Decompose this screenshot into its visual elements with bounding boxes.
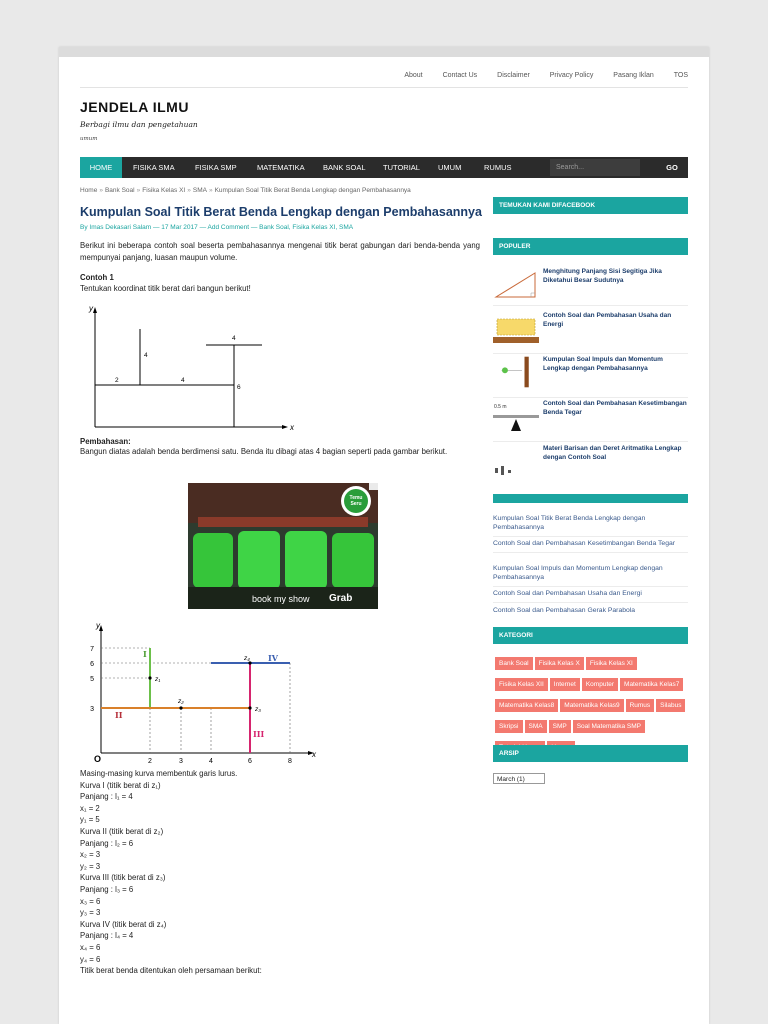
fig2-curve-III: III — [253, 729, 265, 739]
popular-item[interactable] — [493, 267, 688, 306]
top-link-contact[interactable]: Contact Us — [442, 72, 478, 79]
fig1-y-axis-label: y — [89, 305, 93, 313]
nav-fisika-smp[interactable]: FISIKA SMP — [195, 163, 237, 172]
archive-select[interactable]: March (1) — [493, 773, 545, 784]
fig2-ytick-3: 3 — [90, 706, 94, 713]
popular-item-title[interactable]: Materi Barisan dan Deret Aritmatika Lengkap dengan Contoh Soal — [543, 445, 682, 461]
sidebar-recent-heading — [493, 494, 688, 503]
search-input[interactable]: Search... — [550, 159, 640, 176]
fig2-ytick-6: 6 — [90, 661, 94, 668]
category-tags — [495, 652, 690, 757]
popular-item[interactable] — [493, 311, 688, 354]
fig1-label-4: 4 — [181, 377, 185, 384]
recent-post-link[interactable]: Contoh Soal dan Pembahasan Kesetimbangan Benda Tegar — [493, 539, 688, 553]
popular-item[interactable] — [493, 355, 688, 398]
contoh-heading: Contoh 1 — [80, 273, 114, 282]
tag-skripsi[interactable]: Skripsi — [495, 720, 523, 733]
triangle-thumb-icon — [493, 267, 539, 301]
sidebar-arsip-heading: ARSIP — [493, 745, 688, 762]
tag-rumus[interactable]: Rumus — [626, 699, 655, 712]
tag-fisika-xi[interactable]: Fisika Kelas XI — [586, 657, 637, 670]
page-container — [59, 47, 709, 1024]
solution-line: y₂ = 3 — [80, 861, 101, 871]
top-link-disclaimer[interactable]: Disclaimer — [497, 72, 530, 79]
fig1-x-axis-label: x — [290, 423, 294, 432]
nav-bank-soal[interactable]: BANK SOAL — [323, 163, 366, 172]
top-link-about[interactable]: About — [404, 72, 423, 79]
solution-line: Kurva II (titik berat di z₂) — [80, 826, 164, 836]
fig1-label-1: 4 — [232, 335, 236, 342]
solution-line: Panjang : l₁ = 4 — [80, 792, 133, 802]
advertisement[interactable] — [188, 483, 378, 609]
tag-soal-matematika-smp[interactable]: Soal Matematika SMP — [573, 720, 645, 733]
popular-item-title[interactable]: Kumpulan Soal Impuls dan Momentum Lengkap dengan Pembahasannya — [543, 356, 663, 372]
solution-line: Panjang : l₂ = 6 — [80, 838, 134, 848]
fig2-point-z1: z₁ — [155, 676, 161, 683]
fig2-curve-IV: IV — [268, 653, 278, 663]
post-title: Kumpulan Soal Titik Berat Benda Lengkap dengan Pembahasannya — [80, 205, 482, 219]
recent-post-link[interactable]: Kumpulan Soal Titik Berat Benda Lengkap dengan Pembahasannya — [493, 514, 688, 537]
nav-matematika[interactable]: MATEMATIKA — [257, 163, 305, 172]
solution-line: y₃ = 3 — [80, 908, 101, 918]
solution-lines — [80, 768, 262, 977]
balance-thumb-icon — [493, 399, 539, 433]
crumb-sma[interactable]: SMA — [192, 187, 207, 194]
fig1-label-2: 4 — [144, 352, 148, 359]
tag-smp[interactable]: SMP — [549, 720, 571, 733]
popular-item-title[interactable]: Menghitung Panjang Sisi Segitiga Jika Diketahui Besar Sudutnya — [543, 268, 662, 284]
fig2-point-z2: z₂ — [178, 698, 184, 705]
crumb-fisika[interactable]: Fisika Kelas XI — [142, 187, 186, 194]
pembahasan-label: Pembahasan: — [80, 437, 131, 446]
top-link-tos[interactable]: TOS — [673, 72, 688, 79]
fig2-xtick-4: 4 — [209, 758, 213, 765]
popular-item-title[interactable]: Contoh Soal dan Pembahasan Kesetimbangan Benda Tegar — [543, 400, 687, 416]
fig2-origin-label: O — [94, 754, 102, 764]
ad-brand-bookmyshow: book my show — [252, 594, 310, 604]
fig2-xtick-2: 2 — [148, 758, 152, 765]
tag-silabus[interactable]: Silabus — [656, 699, 685, 712]
fig2-point-z3: z₃ — [255, 706, 261, 713]
solution-line: Kurva I (titik berat di z₁) — [80, 780, 161, 790]
recent-post-link[interactable]: Contoh Soal dan Pembahasan Usaha dan Energi — [493, 589, 688, 603]
solution-line: x₃ = 6 — [80, 896, 101, 906]
tag-bank-soal[interactable]: Bank Soal — [495, 657, 533, 670]
tag-fisika-xii[interactable]: Fisika Kelas XII — [495, 678, 548, 691]
energy-thumb-icon — [493, 311, 539, 345]
sidebar-kategori-heading: KATEGORI — [493, 627, 688, 644]
figure-1-diagram — [80, 305, 310, 435]
solution-line: Panjang : l₃ = 6 — [80, 884, 134, 894]
solution-line: Panjang : l₄ = 4 — [80, 931, 134, 941]
top-band — [59, 47, 709, 57]
solution-line: y₁ = 5 — [80, 815, 100, 825]
site-tagline: Berbagi ilmu dan pengetahuan — [80, 120, 198, 129]
crumb-home[interactable]: Home — [80, 187, 98, 194]
solution-line: y₄ = 6 — [80, 954, 101, 964]
solution-line: x₁ = 2 — [80, 803, 100, 813]
sequence-thumb-icon — [493, 444, 539, 478]
sidebar-facebook-heading: TEMUKAN KAMI DIFACEBOOK — [493, 197, 688, 214]
fig2-xtick-3: 3 — [179, 758, 183, 765]
nav-rumus[interactable]: RUMUS — [484, 163, 512, 172]
fig2-point-z4: z₄ — [244, 655, 250, 662]
fig2-ytick-5: 5 — [90, 676, 94, 683]
tag-matematika-8[interactable]: Matematika Kelas8 — [495, 699, 558, 712]
top-links — [80, 72, 688, 88]
post-meta[interactable]: By Imas Dekasari Salam — 17 Mar 2017 — Add Comment — Bank Soal, Fisika Kelas XI, SMA — [80, 224, 354, 231]
figure-2-diagram — [80, 620, 325, 765]
fig2-xtick-8: 8 — [288, 758, 292, 765]
search-go-button[interactable]: GO — [666, 163, 678, 172]
tag-sma[interactable]: SMA — [525, 720, 547, 733]
solution-line: x₂ = 3 — [80, 850, 101, 860]
nav-tutorial[interactable]: TUTORIAL — [383, 163, 420, 172]
nav-umum[interactable]: UMUM — [438, 163, 462, 172]
popular-item-title[interactable]: Contoh Soal dan Pembahasan Usaha dan Energi — [543, 312, 672, 328]
tag-fisika-x[interactable]: Fisika Kelas X — [535, 657, 584, 670]
top-link-iklan[interactable]: Pasang Iklan — [613, 72, 654, 79]
fig2-ytick-7: 7 — [90, 646, 94, 653]
site-title[interactable]: JENDELA ILMU — [80, 99, 189, 115]
fig2-curve-I: I — [143, 649, 147, 659]
nav-fisika-sma[interactable]: FISIKA SMA — [133, 163, 175, 172]
solution-line: x₄ = 6 — [80, 942, 101, 952]
ad-badge: Temu Seru — [349, 495, 363, 507]
fig2-curve-II: II — [115, 710, 123, 720]
solution-line: Kurva IV (titik berat di z₄) — [80, 919, 167, 929]
post-intro: Berikut ini beberapa contoh soal beserta pembahasannya mengenai titik berat gabungan dari benda-benda yang mempunyai panjang, luasan maupun volume. — [80, 241, 480, 262]
momentum-thumb-icon — [493, 355, 539, 389]
crumb-bank-soal[interactable]: Bank Soal — [104, 187, 135, 194]
fig1-label-3: 2 — [115, 377, 119, 384]
breadcrumb: Home » Bank Soal » Fisika Kelas XI » SMA » Kumpulan Soal Titik Berat Benda Lengkap dengan Pembahasannya — [80, 187, 411, 194]
tag-matematika-7[interactable]: Matematika Kelas7 — [620, 678, 683, 691]
crumb-current: Kumpulan Soal Titik Berat Benda Lengkap dengan Pembahasannya — [214, 187, 411, 194]
popular-item[interactable] — [493, 399, 688, 442]
top-link-privacy[interactable]: Privacy Policy — [549, 72, 594, 79]
solution-line: Kurva III (titik berat di z₃) — [80, 873, 166, 883]
tag-komputer[interactable]: Komputer — [582, 678, 618, 691]
sidebar-populer-heading: POPULER — [493, 238, 688, 255]
svg-text:0.5 m: 0.5 m — [494, 404, 507, 410]
fig1-label-5: 6 — [237, 384, 241, 391]
tag-internet[interactable]: Internet — [550, 678, 580, 691]
solution-line: Titik berat benda ditentukan oleh persamaan berikut: — [80, 966, 262, 976]
question-text: Tentukan koordinat titik berat dari bangun berikut! — [80, 284, 251, 293]
recent-post-link[interactable]: Kumpulan Soal Impuls dan Momentum Lengkap dengan Pembahasannya — [493, 564, 688, 587]
fig2-xtick-6: 6 — [248, 758, 252, 765]
solution-line: Masing-masing kurva membentuk garis lurus. — [80, 769, 238, 778]
site-tagline-2: umum — [80, 136, 98, 142]
recent-post-link[interactable]: Contoh Soal dan Pembahasan Gerak Parabola — [493, 607, 636, 614]
fig2-x-axis-label: x — [312, 750, 316, 759]
ad-brand-grab: Grab — [329, 593, 353, 604]
tag-matematika-9[interactable]: Matematika Kelas9 — [560, 699, 623, 712]
popular-item[interactable] — [493, 444, 688, 484]
fig2-y-axis-label: y — [96, 621, 100, 630]
pembahasan-text: Bangun diatas adalah benda berdimensi satu. Benda itu dibagi atas 4 bagian seperti pada gambar berikut. — [80, 447, 448, 456]
nav-home[interactable]: HOME — [80, 157, 122, 178]
